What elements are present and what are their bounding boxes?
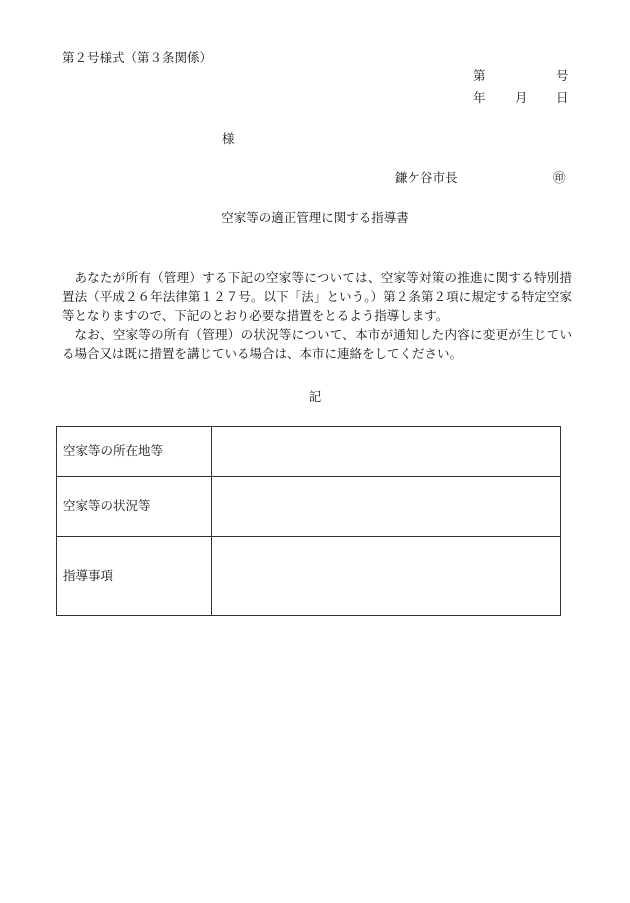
form-number: 第２号様式（第３条関係）: [62, 50, 213, 65]
row-value-condition[interactable]: [212, 477, 561, 537]
table-row: [57, 427, 561, 477]
date-day: 日: [556, 90, 569, 105]
addressee-honorific: 様: [222, 131, 235, 146]
body-paragraph-1: あなたが所有（管理）する下記の空家等については、空家等対策の推進に関する特別措置法（平成２６年法律第１２７号。以下「法」という。）第２条第２項に規定する特定空家等となりますので、下記のとおり必要な措置をとるよう指導します。: [62, 270, 572, 323]
issuer-name: 鎌ケ谷市長: [395, 170, 458, 185]
row-value-location[interactable]: [212, 427, 561, 477]
document-number-prefix: 第: [473, 68, 486, 83]
table-row: [57, 537, 561, 616]
document-number-suffix: 号: [556, 68, 569, 83]
seal-mark: ㊞: [553, 170, 566, 185]
ki-heading: 記: [308, 389, 322, 404]
details-table: [56, 426, 561, 616]
table-row: [57, 477, 561, 537]
document-title: 空家等の適正管理に関する指導書: [221, 210, 409, 225]
row-value-guidance[interactable]: [212, 537, 561, 616]
date-year: 年: [473, 90, 486, 105]
row-label-location: 空家等の所在地等: [57, 427, 212, 477]
row-label-guidance: 指導事項: [57, 537, 212, 616]
date-month: 月: [515, 90, 528, 105]
row-label-condition: 空家等の状況等: [57, 477, 212, 537]
body-paragraph-2: なお、空家等の所有（管理）の状況等について、本市が通知した内容に変更が生じている場合又は既に措置を講じている場合は、本市に連絡をしてください。: [62, 327, 572, 361]
